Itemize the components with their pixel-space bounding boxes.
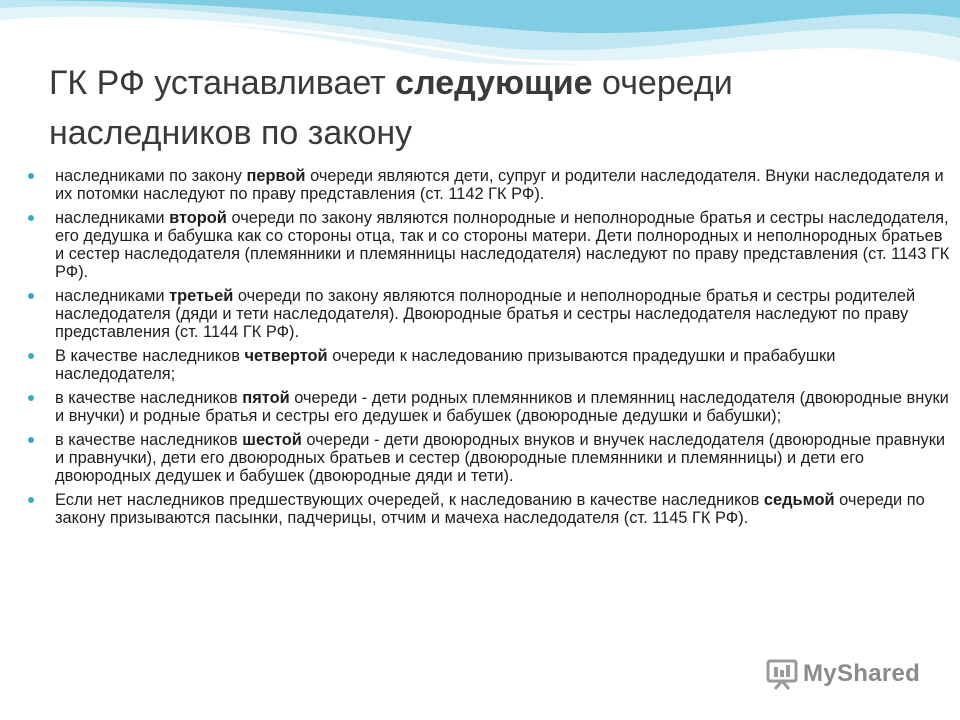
list-item-first: [27, 167, 952, 203]
bullet-icon: [28, 437, 34, 443]
title-text-start: ГК РФ устанавливает: [49, 64, 396, 102]
presentation-board-icon: [765, 657, 799, 691]
list-item-fifth: [27, 389, 952, 425]
bullet-icon: [28, 353, 34, 359]
item-text-post: очереди - дети двоюродных внуков и внучек наследодателя (двоюродные правнуки и правнучки), дети его двоюродных братьев и сестер (двоюродные племянники и племянницы) и дети его двоюродных дедушек и бабушек (двоюродные дяди и тети).: [55, 431, 946, 485]
bullet-icon: [28, 173, 34, 179]
list-item-fourth: [27, 347, 952, 383]
item-text-pre: наследниками: [55, 209, 170, 227]
item-text-post: очереди по закону являются полнородные и неполнородные братья и сестры родителей наследодателя (дяди и тети наследодателя). Двоюродные братья и сестры наследодателя наследуют по праву представления (ст. 1144 ГК РФ).: [55, 287, 916, 341]
item-text-post: очереди - дети родных племянников и племянниц наследодателя (двоюродные внуки и внучки) и родные братья и сестры его дедушек и бабушек (двоюродные дедушки и бабушки);: [55, 389, 949, 425]
item-text-bold: шестой: [242, 431, 302, 449]
item-text-bold: первой: [246, 167, 306, 185]
watermark-text: MyShared: [803, 660, 921, 687]
item-text-pre: в качестве наследников: [55, 389, 243, 407]
list-item-second: [27, 209, 952, 281]
item-text-bold: четвертой: [244, 347, 328, 365]
list-item-third: [27, 287, 952, 341]
item-text-post: очереди по закону призываются пасынки, падчерицы, отчим и мачеха наследодателя (ст. 1145 ГК РФ).: [55, 491, 925, 527]
item-text-bold: второй: [169, 209, 227, 227]
item-text-bold: пятой: [242, 389, 290, 407]
item-text-post: очереди по закону являются полнородные и неполнородные братья и сестры наследодателя, его дедушка и бабушка как со стороны отца, так и со стороны матери. Дети полнородных и неполнородных братьев и сестер наследодателя (племянники и племянницы наследодателя) наследуют по праву представления (ст. 1143 ГК РФ).: [55, 209, 950, 281]
title-text-bold: следующие: [395, 64, 593, 102]
item-text-pre: наследниками по закону: [55, 167, 247, 185]
item-text-bold: седьмой: [763, 491, 835, 509]
bullet-icon: [28, 497, 34, 503]
title-text-end: очереди наследников по закону: [49, 64, 733, 152]
item-text-pre: Если нет наследников предшествующих очередей, к наследованию в качестве наследников: [55, 491, 764, 509]
item-text-pre: в качестве наследников: [55, 431, 243, 449]
myshared-watermark: [765, 656, 920, 692]
bullet-icon: [28, 395, 34, 401]
bullet-icon: [28, 293, 34, 299]
item-text-pre: В качестве наследников: [55, 347, 245, 365]
list-item-seventh: [27, 491, 952, 527]
item-text-post: очереди к наследованию призываются прадедушки и прабабушки наследодателя;: [55, 347, 836, 383]
item-text-bold: третьей: [169, 287, 234, 305]
bullet-icon: [28, 215, 34, 221]
slide-title: [49, 58, 929, 158]
item-text-post: очереди являются дети, супруг и родители наследодателя. Внуки наследодателя и их потомки наследуют по праву представления (ст. 1142 ГК РФ).: [55, 167, 944, 203]
heirs-list: [27, 167, 952, 533]
list-item-sixth: [27, 431, 952, 485]
item-text-pre: наследниками: [55, 287, 170, 305]
